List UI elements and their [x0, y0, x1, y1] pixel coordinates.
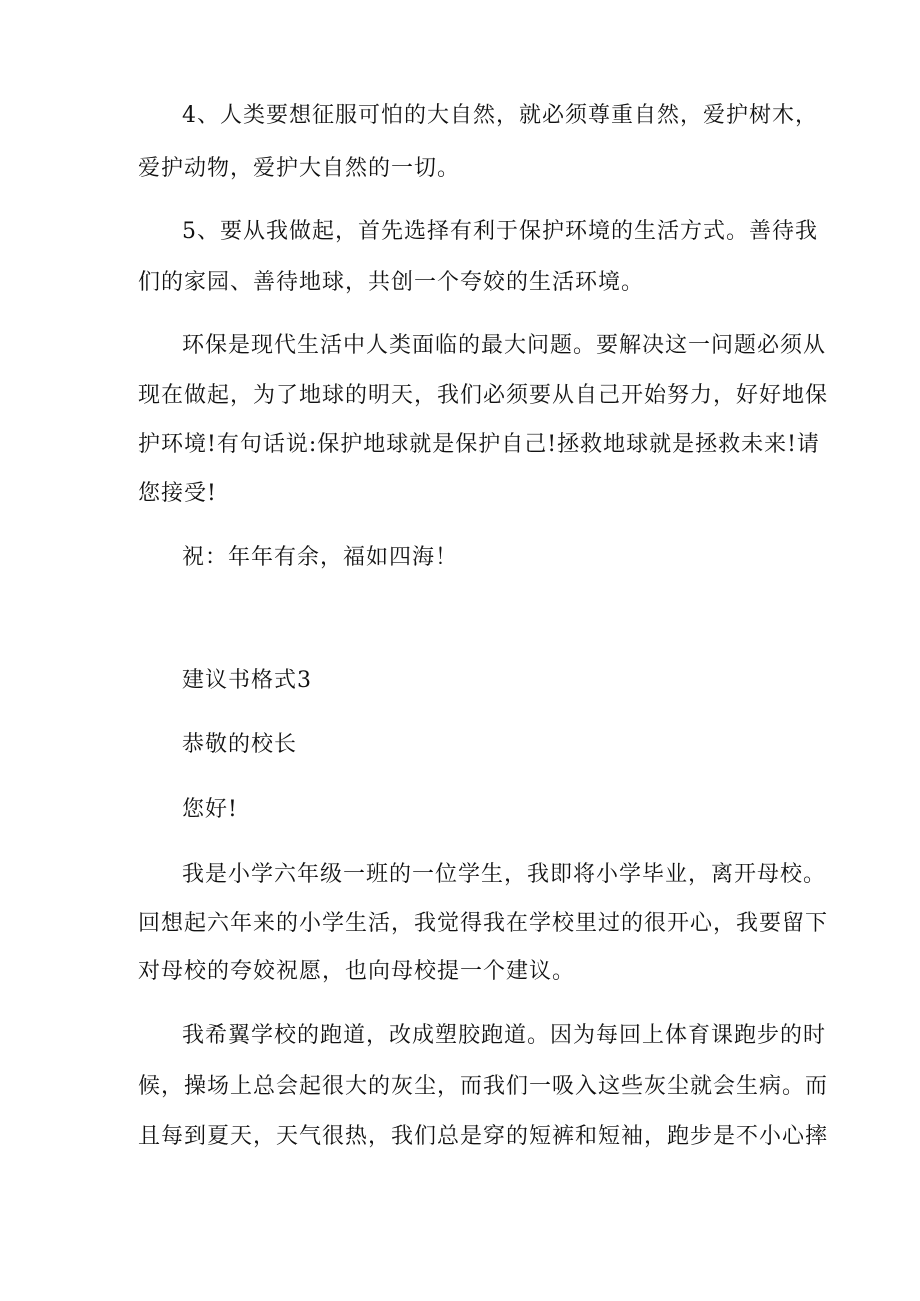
conclusion-line-4: 您接受! [138, 481, 217, 506]
item-5-line-2: 们的家园、善待地球，共创一个夸姣的生活环境。 [138, 270, 645, 295]
body-2-line-3: 且每到夏天，天气很热，我们总是穿的短裤和短袖，跑步是不小心摔 [138, 1124, 829, 1149]
body-1-line-2: 回想起六年来的小学生活，我觉得我在学校里过的很开心，我要留下 [138, 911, 829, 936]
item-4-line-1: 4、人类要想征服可怕的大自然，就必须尊重自然，爱护树木， [182, 103, 818, 128]
salutation: 恭敬的校长 [182, 732, 298, 757]
item-5-line-1: 5、要从我做起，首先选择有利于保护环境的生活方式。善待我 [182, 219, 818, 244]
body-1-line-1: 我是小学六年级一班的一位学生，我即将小学毕业，离开母校。 [182, 862, 827, 887]
conclusion-line-2: 现在做起，为了地球的明天，我们必须要从自己开始努力，好好地保 [138, 383, 829, 408]
conclusion-line-1: 环保是现代生活中人类面临的最大问题。要解决这一问题必须从 [182, 333, 827, 358]
item-4-line-2: 爱护动物，爱护大自然的一切。 [138, 156, 461, 181]
greeting: 您好! [182, 797, 238, 822]
body-2-line-2: 候，操场上总会起很大的灰尘，而我们一吸入这些灰尘就会生病。而 [138, 1074, 829, 1099]
section-title: 建议书格式3 [182, 668, 312, 693]
body-2-line-1: 我希翼学校的跑道，改成塑胶跑道。因为每回上体育课跑步的时 [182, 1023, 827, 1048]
body-1-line-3: 对母校的夸姣祝愿，也向母校提一个建议。 [138, 959, 576, 984]
conclusion-line-3: 护环境!有句话说:保护地球就是保护自己!拯救地球就是拯救未来!请 [138, 432, 820, 457]
closing-line: 祝：年年有余，福如四海！ [182, 545, 459, 570]
